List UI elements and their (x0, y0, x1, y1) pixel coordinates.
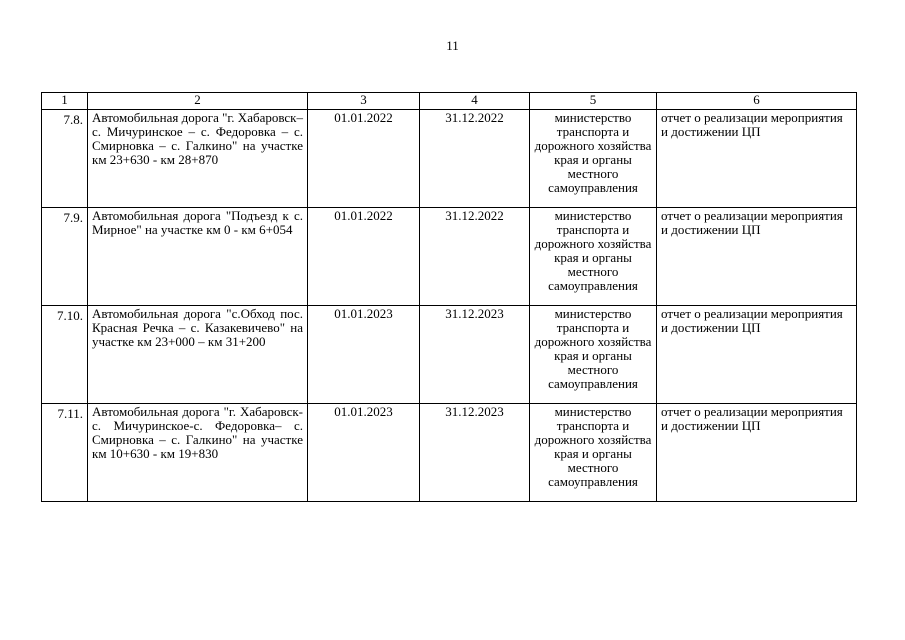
table-row (42, 208, 857, 306)
table-header-row (42, 93, 857, 110)
executor: министерство транспорта и дорожного хозяйства края и органы местного самоуправления (530, 404, 657, 502)
road-name: Автомобильная дорога "Подъезд к с. Мирное" на участке км 0 - км 6+054 (88, 208, 308, 306)
result: отчет о реализации мероприятия и достижении ЦП (657, 110, 857, 208)
header-col-5: 5 (530, 93, 657, 110)
end-date: 31.12.2022 (420, 208, 530, 306)
header-col-4: 4 (420, 93, 530, 110)
end-date: 31.12.2022 (420, 110, 530, 208)
executor: министерство транспорта и дорожного хозяйства края и органы местного самоуправления (530, 208, 657, 306)
road-name: Автомобильная дорога "г. Хабаровск-с. Мичуринское-с. Федоровка– с. Смирновка – с. Галкино" на участке км 10+630 - км 19+830 (88, 404, 308, 502)
header-col-2: 2 (88, 93, 308, 110)
row-number: 7.9. (42, 208, 88, 306)
start-date: 01.01.2022 (308, 208, 420, 306)
header-col-3: 3 (308, 93, 420, 110)
result: отчет о реализации мероприятия и достижении ЦП (657, 404, 857, 502)
start-date: 01.01.2023 (308, 306, 420, 404)
header-col-1: 1 (42, 93, 88, 110)
start-date: 01.01.2022 (308, 110, 420, 208)
row-number: 7.11. (42, 404, 88, 502)
row-number: 7.8. (42, 110, 88, 208)
page-number: 11 (446, 38, 459, 53)
executor: министерство транспорта и дорожного хозяйства края и органы местного самоуправления (530, 306, 657, 404)
table-row (42, 110, 857, 208)
start-date: 01.01.2023 (308, 404, 420, 502)
result: отчет о реализации мероприятия и достижении ЦП (657, 208, 857, 306)
road-name: Автомобильная дорога "с.Обход пос. Красная Речка – с. Казакевичево" на участке км 23+000 – км 31+200 (88, 306, 308, 404)
table-row (42, 306, 857, 404)
executor: министерство транспорта и дорожного хозяйства края и органы местного самоуправления (530, 110, 657, 208)
road-name: Автомобильная дорога "г. Хабаровск–с. Мичуринское – с. Федоровка – с. Смирновка – с. Галкино" на участке км 23+630 - км 28+870 (88, 110, 308, 208)
end-date: 31.12.2023 (420, 404, 530, 502)
header-col-6: 6 (657, 93, 857, 110)
row-number: 7.10. (42, 306, 88, 404)
end-date: 31.12.2023 (420, 306, 530, 404)
roads-table (41, 92, 857, 502)
result: отчет о реализации мероприятия и достижении ЦП (657, 306, 857, 404)
table-row (42, 404, 857, 502)
